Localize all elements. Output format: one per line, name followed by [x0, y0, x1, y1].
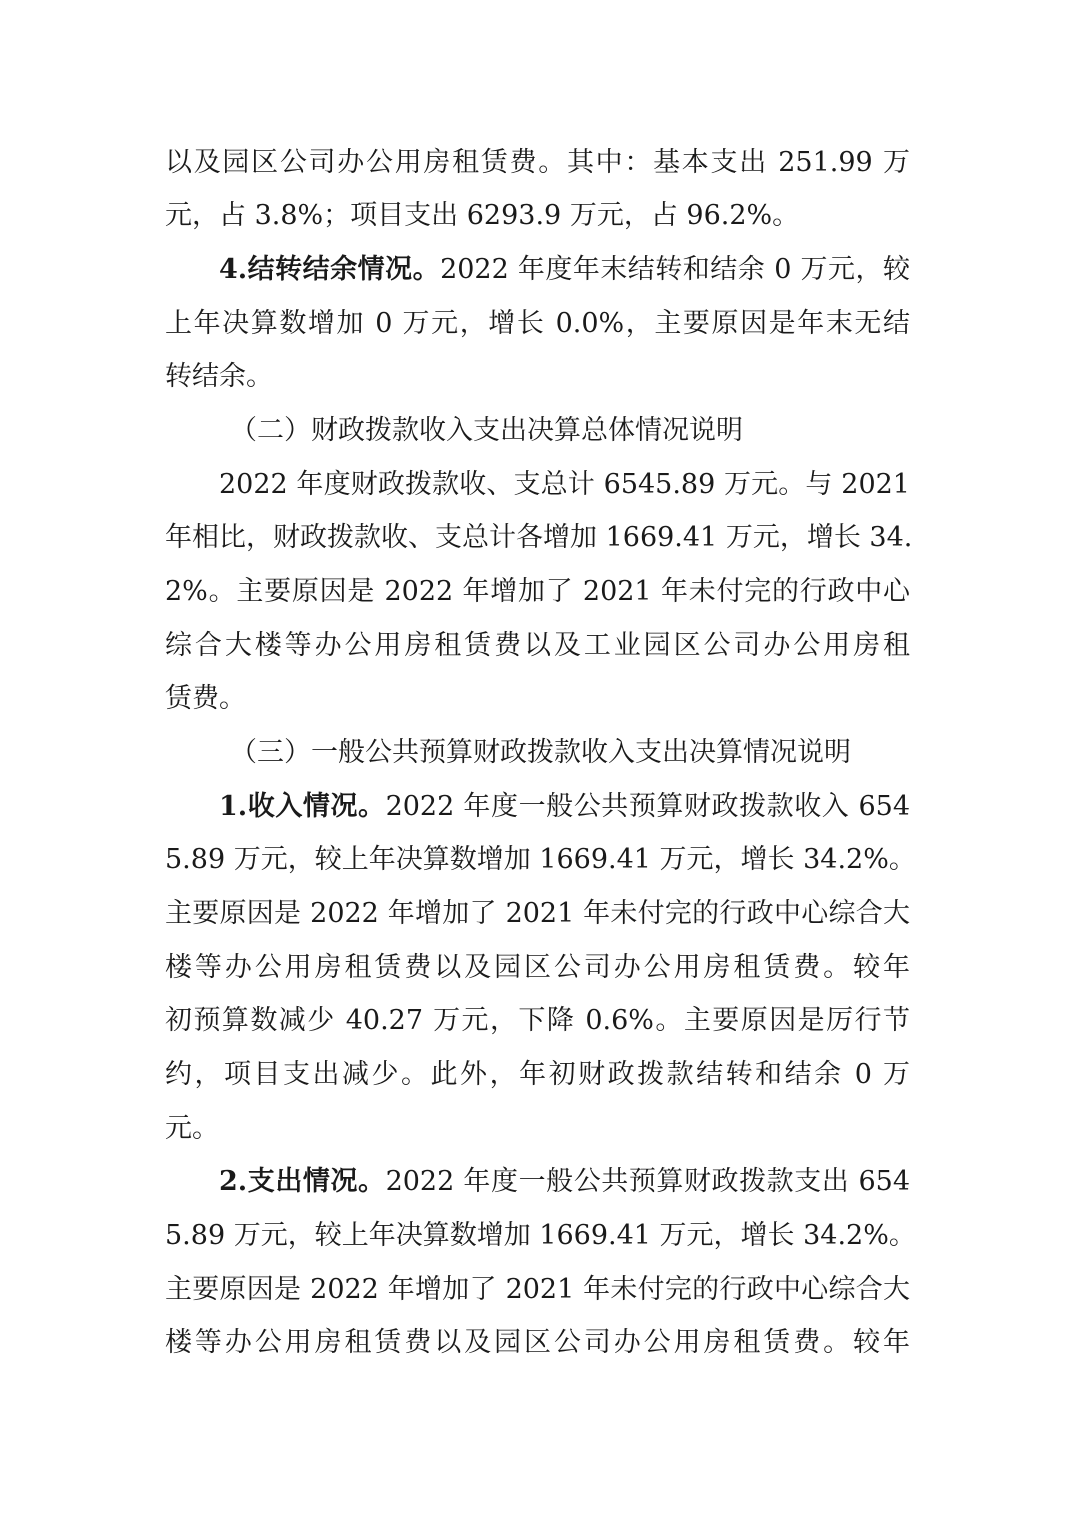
text-line: 年相比，财政拨款收、支总计各增加 1669.41 万元，增长 34. [165, 522, 913, 553]
text-line: 初预算数减少 40.27 万元，下降 0.6%。主要原因是厉行节 [165, 1005, 910, 1036]
text-line: 楼等办公用房租赁费以及园区公司办公用房租赁费。较年 [165, 1327, 910, 1358]
text-run: 2022 年度一般公共预算财政拨款收入 654 [385, 791, 911, 822]
text-line: 以及园区公司办公用房租赁费。其中：基本支出 251.99 万 [165, 147, 910, 178]
text-line: 转结余。 [165, 361, 273, 392]
subsection-title: 4.结转结余情况。 [219, 254, 441, 285]
subsection-carryover [219, 250, 910, 290]
text-line: 综合大楼等办公用房租赁费以及工业园区公司办公用房租 [165, 630, 910, 661]
section-heading-2: （二）财政拨款收入支出决算总体情况说明 [230, 415, 743, 446]
subsection-title: 1.收入情况。 [219, 791, 386, 822]
text-line: 主要原因是 2022 年增加了 2021 年未付完的行政中心综合大 [165, 898, 910, 929]
text-run: 2022 年度年末结转和结余 0 万元，较 [440, 254, 911, 285]
text-line: 5.89 万元，较上年决算数增加 1669.41 万元，增长 34.2%。 [165, 1220, 916, 1251]
text-line: 元，占 3.8%；项目支出 6293.9 万元，占 96.2%。 [165, 200, 800, 231]
text-run: 2022 年度一般公共预算财政拨款支出 654 [385, 1166, 911, 1197]
text-line: 赁费。 [165, 683, 246, 714]
text-line: 楼等办公用房租赁费以及园区公司办公用房租赁费。较年 [165, 952, 910, 983]
section-heading-3: （三）一般公共预算财政拨款收入支出决算情况说明 [230, 737, 851, 768]
text-line: 上年决算数增加 0 万元，增长 0.0%，主要原因是年末无结 [165, 308, 910, 339]
text-line: 主要原因是 2022 年增加了 2021 年未付完的行政中心综合大 [165, 1274, 910, 1305]
text-line: 元。 [165, 1113, 219, 1144]
text-line: 2022 年度财政拨款收、支总计 6545.89 万元。与 2021 [219, 469, 910, 500]
text-line: 约，项目支出减少。此外，年初财政拨款结转和结余 0 万 [165, 1059, 910, 1090]
subsection-income [219, 787, 910, 827]
subsection-expenditure [219, 1162, 910, 1202]
text-line: 2%。主要原因是 2022 年增加了 2021 年未付完的行政中心 [165, 576, 910, 607]
text-line: 5.89 万元，较上年决算数增加 1669.41 万元，增长 34.2%。 [165, 844, 916, 875]
subsection-title: 2.支出情况。 [219, 1166, 386, 1197]
